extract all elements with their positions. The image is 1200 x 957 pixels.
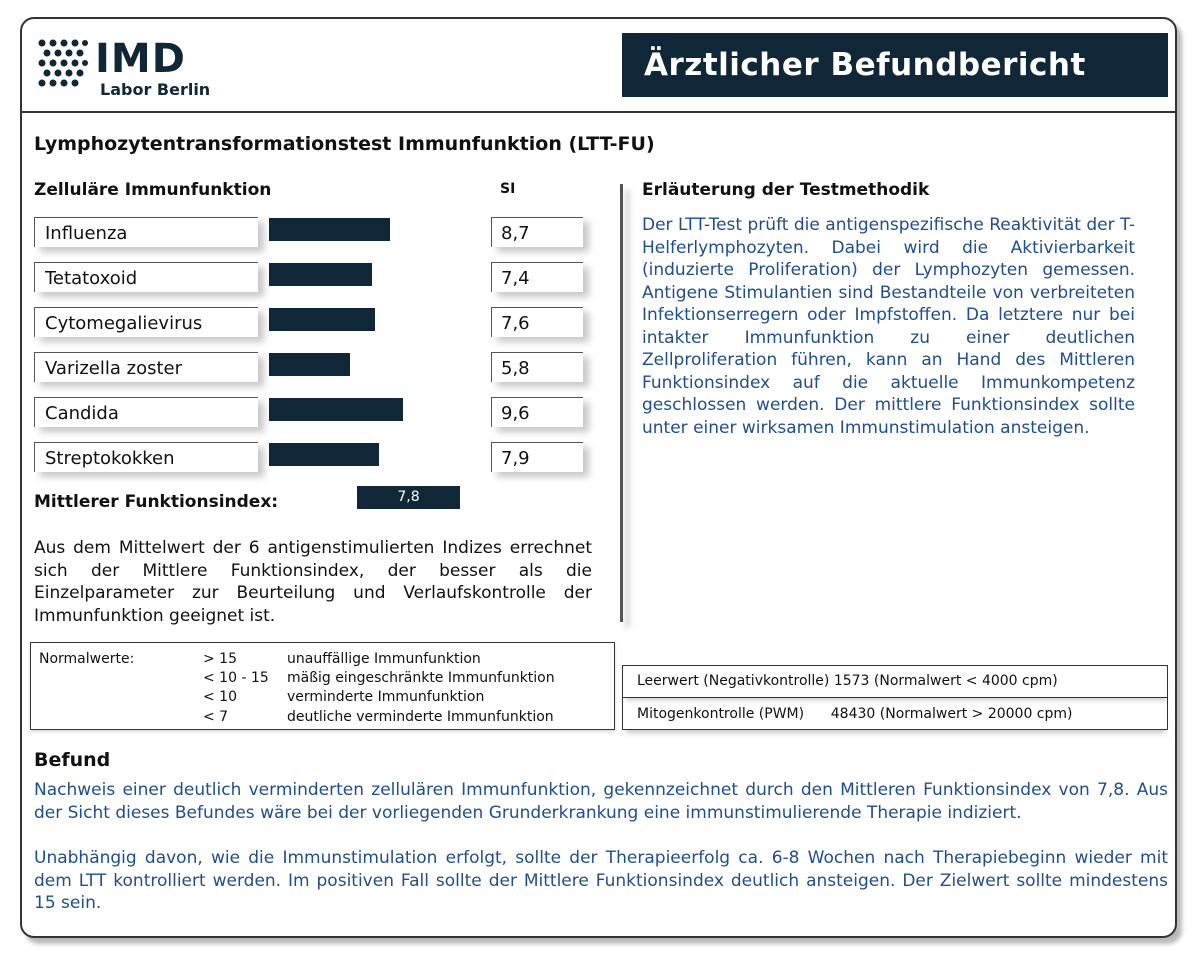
- mfi-label: Mittlerer Funktionsindex:: [34, 492, 279, 512]
- antigen-label: Cytomegalievirus: [34, 307, 258, 337]
- normal-values-row: [31, 649, 616, 669]
- mitogen-control: Mitogenkontrolle (PWM) 48430 (Normalwert > 20000 cpm): [623, 699, 1169, 730]
- antigen-label: Influenza: [34, 217, 258, 247]
- befund-title: Befund: [34, 749, 111, 771]
- test-title: Lymphozytentransformationstest Immunfunktion (LTT-FU): [34, 133, 655, 155]
- normal-description: unauffällige Immunfunktion: [287, 651, 481, 667]
- si-value: 8,7: [491, 217, 583, 247]
- cellular-section-title: Zelluläre Immunfunktion: [34, 180, 272, 200]
- si-bar: [269, 308, 375, 331]
- controls-box: [622, 665, 1168, 730]
- normal-values-title: Normalwerte:: [39, 651, 135, 667]
- si-bar: [269, 263, 372, 286]
- si-value: 7,6: [491, 307, 583, 337]
- normal-description: verminderte Immunfunktion: [287, 689, 485, 705]
- si-value: 9,6: [491, 397, 583, 427]
- befund-paragraph-1: Nachweis einer deutlich verminderten zellulären Immunfunktion, gekennzeichnet durch den Mittleren Funktionsindex von 7,8. Aus der Sicht dieses Befundes wäre bei der vorliegenden Grunderkrankung eine immunstimulierende Therapie indiziert.: [34, 780, 1168, 823]
- method-explanation: Der LTT-Test prüft die antigenspezifische Reaktivität der T-Helferlymphozyten. Dabei wird die Aktivierbarkeit (induzierte Proliferation) der Lymphozyten gemessen. Antigene Stimulantien sind Bestandteile von verbreiteten Infektionserregern oder Impfstoffen. Da letztere nur bei intakter Immunfunktion zu einer deutlichen Zellproliferation führen, kann an Hand des Mittleren Funktionsindex auf die aktuelle Immunkompetenz geschlossen werden. Der mittlere Funktionsindex sollte unter einer wirksamen Immunstimulation ansteigen.: [642, 215, 1135, 438]
- method-section-title: Erläuterung der Testmethodik: [642, 180, 930, 200]
- normal-values-row: [31, 687, 616, 707]
- si-bar: [269, 218, 390, 241]
- si-bar: [269, 353, 350, 376]
- si-row: [34, 307, 604, 337]
- normal-description: deutliche verminderte Immunfunktion: [287, 709, 554, 725]
- controls-separator: [623, 697, 1167, 698]
- si-value: 5,8: [491, 352, 583, 382]
- mfi-explanation: Aus dem Mittelwert der 6 antigenstimulierten Indizes errechnet sich der Mittlere Funktionsindex, der besser als die Einzelparameter zur Beurteilung und Verlaufskontrolle der Immunfunktion geeignet ist.: [34, 538, 592, 626]
- befund-paragraph-2: Unabhängig davon, wie die Immunstimulation erfolgt, sollte der Therapieerfolg ca. 6-8 Wochen nach Therapiebeginn wieder mit dem LTT kontrolliert werden. Im positiven Fall sollte der Mittlere Funktionsindex deutlich ansteigen. Der Zielwert sollte mindestens 15 sein.: [34, 848, 1168, 913]
- normal-description: mäßig eingeschränkte Immunfunktion: [287, 670, 555, 686]
- antigen-label: Varizella zoster: [34, 352, 258, 382]
- si-row: [34, 397, 604, 427]
- normal-values-box: [30, 642, 615, 730]
- si-column-header: SI: [500, 181, 516, 197]
- logo-subtitle: Labor Berlin: [100, 80, 211, 99]
- mfi-value-bar: 7,8: [357, 486, 460, 509]
- report-title-banner: Ärztlicher Befundbericht: [622, 33, 1168, 97]
- si-row: [34, 217, 604, 247]
- header-divider: [20, 111, 1177, 113]
- column-divider: [620, 184, 623, 622]
- imd-logo: [36, 38, 236, 102]
- antigen-label: Tetatoxoid: [34, 262, 258, 292]
- normal-threshold: < 10 - 15: [203, 670, 269, 686]
- normal-values-row: [31, 668, 616, 688]
- si-value: 7,9: [491, 442, 583, 472]
- antigen-label: Candida: [34, 397, 258, 427]
- negative-control: Leerwert (Negativkontrolle) 1573 (Normalwert < 4000 cpm): [623, 666, 1169, 697]
- si-row: [34, 352, 604, 382]
- normal-values-row: [31, 707, 616, 727]
- logo-dots-icon: [36, 38, 88, 90]
- si-row: [34, 442, 604, 472]
- si-bar: [269, 443, 379, 466]
- si-value: 7,4: [491, 262, 583, 292]
- normal-threshold: < 10: [203, 689, 237, 705]
- si-row: [34, 262, 604, 292]
- antigen-label: Streptokokken: [34, 442, 258, 472]
- si-bar: [269, 398, 403, 421]
- normal-threshold: < 7: [203, 709, 229, 725]
- normal-threshold: > 15: [203, 651, 237, 667]
- logo-name: IMD: [95, 36, 186, 82]
